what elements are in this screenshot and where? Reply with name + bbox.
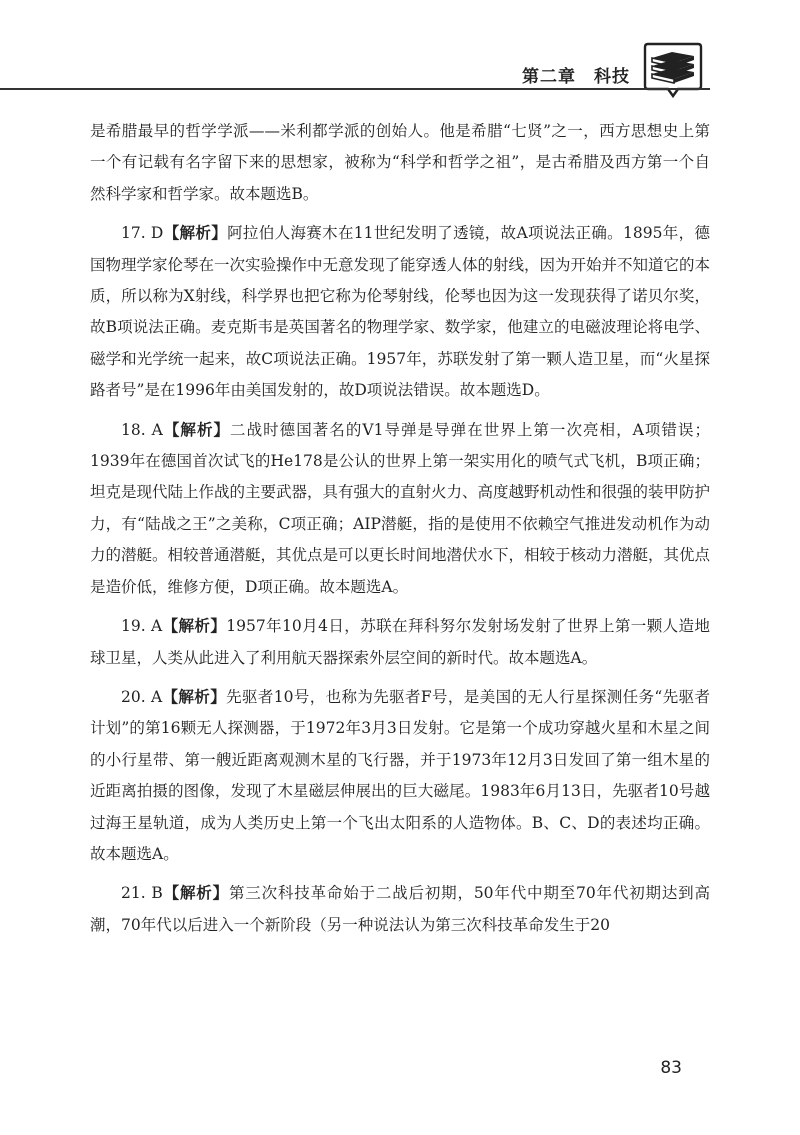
book-stack-icon (642, 40, 704, 102)
question-number: 18. A (121, 420, 163, 439)
analysis-tag: 【解析】 (162, 420, 231, 439)
chapter-title: 第二章 科技 (522, 67, 630, 87)
analysis-tag: 【解析】 (162, 617, 227, 636)
question-number: 19. A (121, 617, 163, 636)
page-number: 83 (660, 1058, 682, 1078)
answer-paragraph-17 (90, 218, 710, 406)
page-header (0, 0, 800, 95)
answer-paragraph-19 (90, 611, 710, 674)
analysis-tag: 【解析】 (162, 687, 227, 706)
analysis-tag: 【解析】 (163, 224, 228, 243)
paragraph-text: 是希腊最早的哲学学派——米利都学派的创始人。他是希腊“七贤”之一，西方思想史上第一个有记载有名字留下来的思想家，被称为“科学和哲学之祖”，是古希腊及西方第一个自然科学家和哲学家。故本题选B。 (90, 122, 710, 203)
analysis-tag: 【解析】 (162, 884, 229, 903)
answer-paragraph-18 (90, 415, 710, 603)
paragraph-text: 二战时德国著名的V1导弹是导弹在世界上第一次亮相，A项错误；1939年在德国首次试飞的He178是公认的世界上第一架实用化的喷气式飞机，B项正确；坦克是现代陆上作战的主要武器，具有强大的直射火力、高度越野机动性和很强的装甲防护力，有“陆战之王”之美称，C项正确；AIP潜艇，指的是使用不依赖空气推进发动机作为动力的潜艇。相较普通潜艇，其优点是可以更长时间地潜伏水下，相较于核动力潜艇，其优点是造价低，维修方便，D项正确。故本题选A。 (90, 420, 711, 596)
paragraph-continuation (90, 116, 710, 210)
paragraph-text: 1957年10月4日，苏联在拜科努尔发射场发射了世界上第一颗人造地球卫星，人类从此进入了利用航天器探索外层空间的新时代。故本题选A。 (90, 617, 710, 667)
paragraph-text: 阿拉伯人海赛木在11世纪发明了透镜，故A项说法正确。1895年，德国物理学家伦琴在一次实验操作中无意发现了能穿透人体的射线，因为开始并不知道它的本质，所以称为X射线，科学界也把它称为伦琴射线，伦琴也因为这一发现获得了诺贝尔奖，故B项说法正确。麦克斯韦是英国著名的物理学家、数学家，他建立的电磁波理论将电学、磁学和光学统一起来，故C项说法正确。1957年，苏联发射了第一颗人造卫星，而“火星探路者号”是在1996年由美国发射的，故D项说法错误。故本题选D。 (90, 224, 711, 400)
question-number: 20. A (121, 687, 163, 706)
paragraph-text: 先驱者10号，也称为先驱者F号，是美国的无人行星探测任务“先驱者计划”的第16颗无人探测器，于1972年3月3日发射。它是第一个成功穿越火星和木星之间的小行星带、第一艘近距离观测木星的飞行器，并于1973年12月3日发回了第一组木星的近距离拍摄的图像，发现了木星磁层伸展出的巨大磁尾。1983年6月13日，先驱者10号越过海王星轨道，成为人类历史上第一个飞出太阳系的人造物体。B、C、D的表述均正确。故本题选A。 (90, 687, 710, 863)
paragraph-text: 第三次科技革命始于二战后初期，50年代中期至70年代初期达到高潮，70年代以后进入一个新阶段（另一种说法认为第三次科技革命发生于20 (90, 884, 710, 934)
header-divider (0, 88, 710, 90)
answer-paragraph-21 (90, 878, 710, 941)
question-number: 21. B (121, 884, 163, 903)
answer-paragraph-20 (90, 682, 710, 870)
question-number: 17. D (121, 224, 164, 243)
page-body (90, 116, 710, 949)
